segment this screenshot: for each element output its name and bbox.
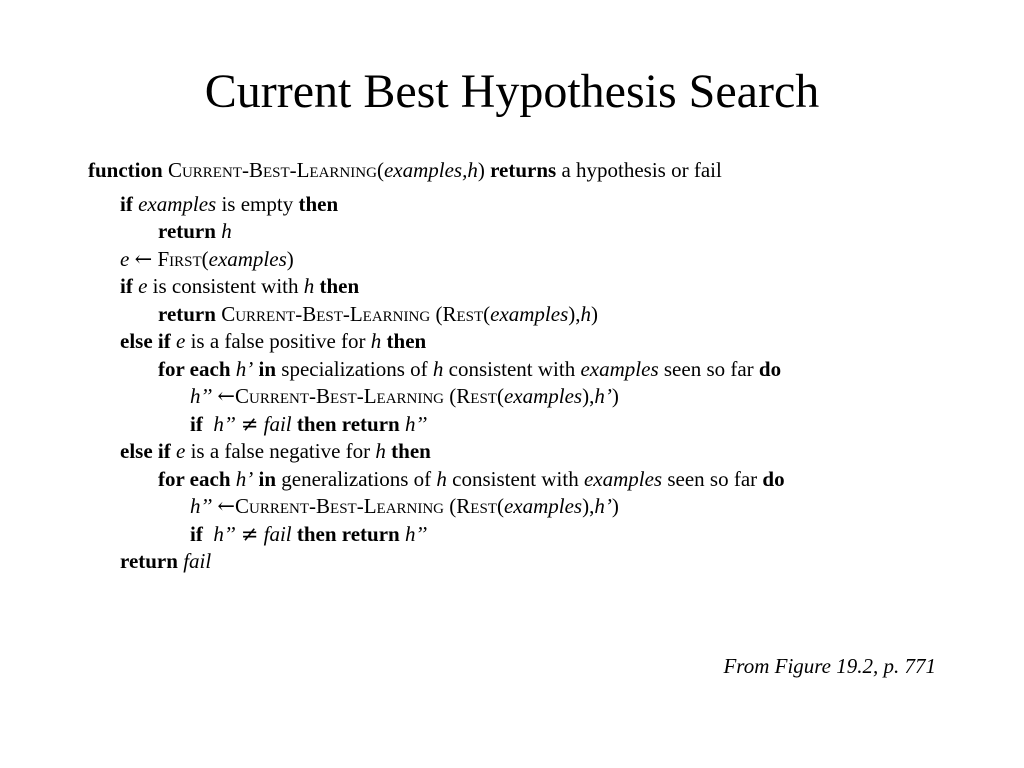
function-params: examples,h — [383, 158, 478, 182]
keyword-else-if: else if — [120, 439, 171, 463]
code-line-6 — [88, 328, 785, 356]
value-fail: fail — [183, 549, 212, 573]
var-h-double-prime: h’’ — [213, 521, 236, 546]
var-h: h — [303, 274, 315, 298]
paren: ) — [286, 246, 294, 271]
paren: ( — [496, 384, 504, 408]
fn-current-best-learning: Current-Best-Learning — [235, 494, 445, 518]
code-line-8 — [88, 383, 785, 411]
keyword-return: return — [158, 301, 216, 326]
paren: ), — [582, 494, 595, 518]
text: is consistent with — [152, 274, 299, 298]
keyword-then: then — [319, 274, 360, 298]
text: is a false negative for — [190, 439, 371, 463]
keyword-then: then — [298, 191, 339, 216]
fn-current-best-learning: Current-Best-Learning — [221, 301, 431, 326]
var-examples: examples — [138, 191, 217, 216]
fn-first: First — [157, 246, 202, 271]
keyword-returns: returns — [490, 158, 557, 182]
paren: ( — [496, 494, 504, 518]
text: is empty — [221, 191, 294, 216]
keyword-for-each: for each — [158, 466, 231, 491]
keyword-then-return: then return — [296, 521, 400, 546]
text: consistent with — [448, 356, 576, 381]
fn-rest: Rest — [456, 384, 497, 408]
text: seen so far — [667, 466, 758, 491]
keyword-if: if — [120, 191, 133, 216]
open-paren: ( — [376, 158, 384, 182]
keyword-function: function — [88, 158, 163, 182]
var-h-prime: h’ — [594, 494, 612, 518]
paren: ) — [591, 301, 599, 326]
slide-title: Current Best Hypothesis Search — [204, 65, 820, 118]
return-description: a hypothesis or fail — [561, 158, 722, 182]
left-arrow-icon: ← — [134, 246, 153, 271]
var-e: e — [138, 274, 148, 298]
var-h: h — [370, 329, 382, 353]
var-e: e — [175, 329, 186, 353]
var-h-double-prime: h’’ — [190, 494, 213, 518]
var-h-double-prime: h’’ — [404, 411, 428, 436]
text: consistent with — [452, 466, 579, 491]
keyword-do: do — [762, 466, 785, 491]
var-h: h — [580, 301, 592, 326]
paren: ), — [582, 384, 595, 408]
code-line-12 — [88, 493, 785, 521]
code-line-1 — [88, 191, 785, 219]
keyword-then: then — [391, 439, 431, 463]
keyword-else-if: else if — [120, 329, 171, 353]
keyword-if: if — [190, 521, 203, 546]
paren: ) — [611, 384, 619, 408]
left-arrow-icon: ← — [217, 494, 236, 518]
var-examples: examples — [503, 384, 583, 408]
function-name: Current-Best-Learning — [167, 158, 377, 182]
paren: ( — [201, 246, 209, 271]
var-h-prime: h’ — [594, 384, 612, 408]
close-paren: ) — [477, 158, 485, 182]
code-line-11 — [88, 466, 785, 494]
code-line-10 — [88, 438, 785, 466]
var-h-prime: h’ — [235, 356, 254, 381]
code-line-13 — [88, 521, 785, 549]
keyword-if: if — [190, 411, 203, 436]
text: is a false positive for — [190, 329, 366, 353]
var-examples: examples — [208, 246, 287, 271]
var-h-double-prime: h’’ — [190, 384, 213, 408]
code-line-14 — [88, 548, 785, 576]
keyword-return: return — [120, 549, 178, 573]
fn-rest: Rest — [456, 494, 497, 518]
var-h: h — [375, 439, 386, 463]
var-examples: examples — [490, 301, 569, 326]
not-equal-icon: ≠ — [240, 411, 259, 436]
code-line-7 — [88, 356, 785, 384]
left-arrow-icon: ← — [217, 384, 236, 408]
function-header-line — [88, 157, 785, 185]
var-h-prime: h’ — [235, 466, 254, 491]
source-citation: From Figure 19.2, p. 771 — [723, 654, 936, 678]
var-h-double-prime: h’’ — [213, 411, 236, 436]
var-h: h — [436, 466, 447, 491]
code-line-5 — [88, 301, 785, 329]
var-h: h — [221, 219, 232, 243]
code-line-9 — [88, 411, 785, 439]
keyword-then-return: then return — [296, 411, 400, 436]
code-line-2 — [88, 218, 785, 246]
fn-current-best-learning: Current-Best-Learning — [235, 384, 445, 408]
pseudocode-block — [88, 157, 785, 576]
code-line-3 — [88, 246, 785, 274]
paren: ( — [435, 301, 443, 326]
paren: ( — [483, 301, 491, 326]
keyword-for-each: for each — [158, 356, 231, 381]
paren: ( — [449, 384, 457, 408]
text: seen so far — [663, 356, 754, 381]
var-examples: examples — [583, 466, 663, 491]
keyword-in: in — [258, 356, 277, 381]
text: specializations of — [281, 356, 428, 381]
keyword-do: do — [758, 356, 782, 381]
keyword-return: return — [158, 219, 216, 243]
paren: ), — [568, 301, 581, 326]
var-h: h — [432, 356, 444, 381]
var-e: e — [120, 246, 130, 271]
var-examples: examples — [503, 494, 583, 518]
paren: ( — [449, 494, 457, 518]
fn-rest: Rest — [442, 301, 484, 326]
var-e: e — [175, 439, 186, 463]
text: generalizations of — [281, 466, 432, 491]
code-line-4 — [88, 273, 785, 301]
keyword-in: in — [258, 466, 277, 491]
value-fail: fail — [263, 521, 292, 546]
not-equal-icon: ≠ — [240, 521, 259, 546]
var-examples: examples — [580, 356, 659, 381]
value-fail: fail — [263, 411, 292, 436]
paren: ) — [611, 494, 619, 518]
var-h-double-prime: h’’ — [404, 521, 428, 546]
keyword-if: if — [120, 274, 133, 298]
keyword-then: then — [386, 329, 427, 353]
